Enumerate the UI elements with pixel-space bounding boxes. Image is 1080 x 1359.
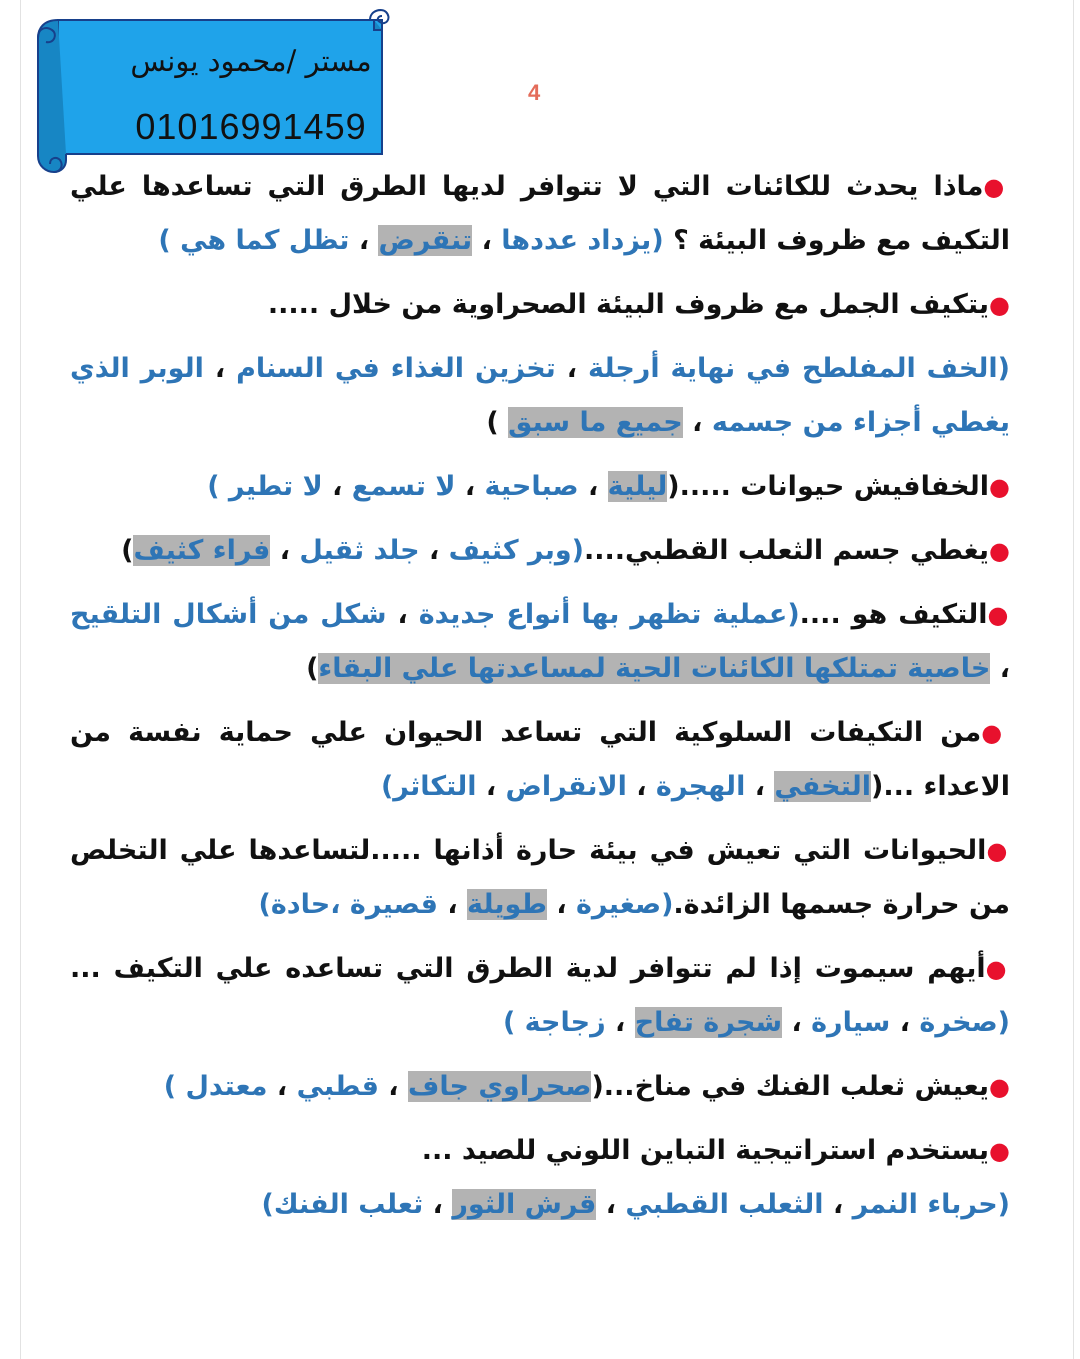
question-stem: يعيش ثعلب الفنك في مناخ... bbox=[603, 1071, 990, 1102]
answer-option: لا تطير ) bbox=[207, 471, 323, 502]
answer-option: التكاثر) bbox=[380, 771, 477, 802]
answer-option: الوبر الذي يغطي أجزاء من جسمه bbox=[70, 353, 1010, 438]
answer-option: تظل كما هي ) bbox=[158, 225, 350, 256]
bullet-icon: ● bbox=[989, 473, 1010, 501]
answer-option: الانقراض bbox=[505, 771, 627, 802]
answer-option: ثعلب الفنك) bbox=[261, 1189, 424, 1220]
answer-option: زجاجة ) bbox=[502, 1007, 606, 1038]
answer-option: جلد ثقيل bbox=[299, 535, 420, 566]
question-stem: يتكيف الجمل مع ظروف البيئة الصحراوية من خلال ..... bbox=[267, 289, 990, 320]
correct-answer: شجرة تفاح bbox=[634, 1007, 783, 1038]
bullet-icon: ● bbox=[989, 1073, 1010, 1101]
bullet-icon: ● bbox=[986, 837, 1010, 865]
question-stem: أيهم سيموت إذا لم تتوافر لدية الطرق التي تساعده علي التكيف ... bbox=[70, 953, 986, 984]
answer-option: قطبي bbox=[296, 1071, 379, 1102]
correct-answer: فراء كثيف bbox=[133, 535, 271, 566]
question-stem: الخفافيش حيوانات ..... bbox=[679, 471, 990, 502]
answer-option: (يزداد عددها bbox=[501, 225, 664, 256]
answer-close: ) bbox=[486, 407, 509, 438]
bullet-icon: ● bbox=[983, 173, 1010, 201]
bullet-icon: ● bbox=[981, 719, 1010, 747]
question-4: ●يغطي جسم الثعلب القطبي....(وبر كثيف ، جلد ثقيل ، فراء كثيف) bbox=[121, 535, 1010, 566]
answer-option: الثعلب القطبي bbox=[625, 1189, 824, 1220]
question-9: ●يعيش ثعلب الفنك في مناخ...(صحراوي جاف ، قطبي ، معتدل ) bbox=[163, 1071, 1010, 1102]
question-stem: من التكيفات السلوكية التي تساعد الحيوان علي حماية نفسة من الاعداء ... bbox=[70, 717, 1010, 802]
correct-answer: ليلية bbox=[607, 471, 668, 502]
question-3: ●الخفافيش حيوانات .....(ليلية ، صباحية ، لا تسمع ، لا تطير ) bbox=[207, 471, 1010, 502]
answer-close: ) bbox=[306, 653, 319, 684]
question-1: ●ماذا يحدث للكائنات التي لا تتوافر لديها الطرق التي تساعدها علي التكيف مع ظروف البيئة ؟ (يزداد عددها ، تنقرض ، تظل كما هي ) bbox=[70, 171, 1010, 256]
answer-option: (عملية تظهر بها أنواع جديدة bbox=[418, 599, 800, 630]
question-7: ●الحيوانات التي تعيش في بيئة حارة أذانها .....لتساعدها علي التخلص من حرارة جسمها الزائدة.(صغيرة ، طويلة ، قصيرة ،حادة) bbox=[70, 835, 1010, 920]
correct-answer: جميع ما سبق bbox=[508, 407, 683, 438]
bullet-icon: ● bbox=[989, 537, 1010, 565]
teacher-scroll-banner bbox=[30, 6, 400, 174]
answer-open: ( bbox=[667, 471, 680, 502]
correct-answer: خاصية تمتلكها الكائنات الحية لمساعدتها علي البقاء bbox=[318, 653, 991, 684]
correct-answer: طويلة bbox=[467, 889, 547, 920]
answer-option: الهجرة bbox=[655, 771, 746, 802]
correct-answer: صحراوي جاف bbox=[407, 1071, 592, 1102]
correct-answer: قرش الثور bbox=[452, 1189, 597, 1220]
question-2: ●يتكيف الجمل مع ظروف البيئة الصحراوية من خلال ..... (الخف المفلطح في نهاية أرجلة ، تخزين الغذاء في السنام ، الوبر الذي يغطي أجزاء من جسمه ، جميع ما سبق ) bbox=[70, 289, 1011, 438]
bullet-icon: ● bbox=[989, 291, 1010, 319]
answer-option: سيارة bbox=[811, 1007, 891, 1038]
scroll-shape bbox=[30, 6, 400, 174]
question-10: ●يستخدم استراتيجية التباين اللوني للصيد ... (حرباء النمر ، الثعلب القطبي ، قرش الثور ، ثعلب الفنك) bbox=[261, 1135, 1010, 1220]
answer-option: (صخرة bbox=[919, 1007, 1010, 1038]
answer-option: تخزين الغذاء في السنام bbox=[236, 353, 556, 384]
answer-option: (صغيرة bbox=[575, 889, 674, 920]
answer-option: (حرباء النمر bbox=[852, 1189, 1010, 1220]
bullet-icon: ● bbox=[987, 601, 1010, 629]
bullet-icon: ● bbox=[985, 955, 1010, 983]
question-stem: ماذا يحدث للكائنات التي لا تتوافر لديها الطرق التي تساعدها علي التكيف مع ظروف البيئة ؟ bbox=[70, 171, 1010, 256]
answer-option: معتدل ) bbox=[163, 1071, 268, 1102]
question-5: ●التكيف هو ....(عملية تظهر بها أنواع جديدة ، شكل من أشكال التلقيح ، خاصية تمتلكها الكائنات الحية لمساعدتها علي البقاء) bbox=[70, 599, 1010, 684]
answer-option: شكل من أشكال التلقيح bbox=[70, 599, 387, 630]
question-stem: التكيف هو .... bbox=[799, 599, 988, 630]
teacher-phone: 01016991459 bbox=[135, 106, 367, 147]
questions-list bbox=[70, 160, 1010, 1242]
answer-option: (الخف المفلطح في نهاية أرجلة bbox=[587, 353, 1011, 384]
question-8: ●أيهم سيموت إذا لم تتوافر لدية الطرق التي تساعده علي التكيف ... (صخرة ، سيارة ، شجرة تفاح ، زجاجة ) bbox=[70, 953, 1010, 1038]
answer-option: صباحية bbox=[484, 471, 579, 502]
answer-open: ( bbox=[871, 771, 884, 802]
correct-answer: التخفي bbox=[774, 771, 872, 802]
answer-option: (وبر كثيف bbox=[448, 535, 584, 566]
question-stem: يغطي جسم الثعلب القطبي.... bbox=[583, 535, 990, 566]
answer-close: ) bbox=[121, 535, 134, 566]
question-stem: الحيوانات التي تعيش في بيئة حارة أذانها .....لتساعدها علي التخلص من حرارة جسمها الزائدة. bbox=[70, 835, 1010, 920]
teacher-name: مستر /محمود يونس bbox=[130, 44, 372, 78]
answer-option: قصيرة ،حادة) bbox=[258, 889, 438, 920]
question-6: ●من التكيفات السلوكية التي تساعد الحيوان علي حماية نفسة من الاعداء ...(التخفي ، الهجرة ، الانقراض ، التكاثر) bbox=[70, 717, 1010, 802]
correct-answer: تنقرض bbox=[378, 225, 473, 256]
bullet-icon: ● bbox=[989, 1137, 1010, 1165]
answer-option: لا تسمع bbox=[351, 471, 456, 502]
question-stem: يستخدم استراتيجية التباين اللوني للصيد ... bbox=[421, 1135, 990, 1166]
page-number: 4 bbox=[528, 80, 541, 105]
answer-open: ( bbox=[591, 1071, 604, 1102]
